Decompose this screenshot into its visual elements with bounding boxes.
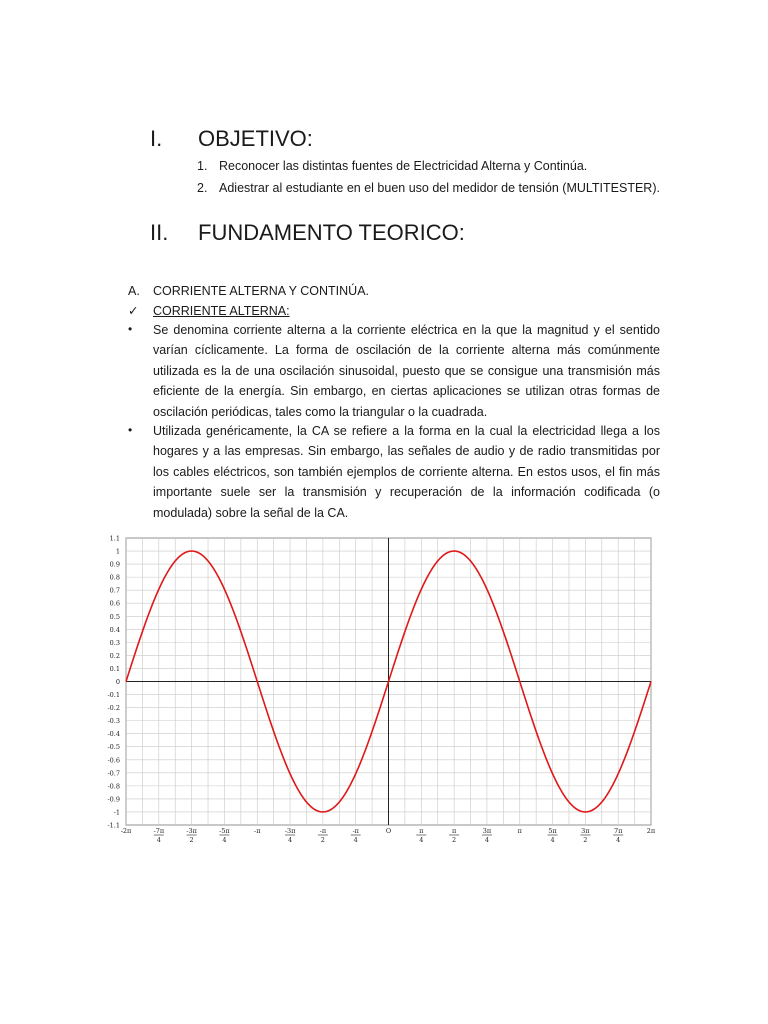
section-numeral: II. xyxy=(150,220,169,245)
x-tick-label: 3π xyxy=(581,827,590,835)
y-tick-label: -0.9 xyxy=(107,795,120,804)
y-tick-label: 1.1 xyxy=(109,534,120,543)
x-tick-denominator: 4 xyxy=(156,836,161,844)
y-tick-label: 0.5 xyxy=(109,612,120,621)
x-tick-denominator: 4 xyxy=(419,836,424,844)
subsection-title: CORRIENTE ALTERNA Y CONTINÚA. xyxy=(153,284,370,298)
x-tick-denominator: 2 xyxy=(320,836,325,844)
x-tick-denominator: 4 xyxy=(550,836,555,844)
list-text: Adiestrar al estudiante en el buen uso del medidor de tensión (MULTITESTER). xyxy=(219,181,660,195)
section-numeral: I. xyxy=(150,126,163,151)
x-tick-label: π xyxy=(451,827,457,835)
x-tick-label: 5π xyxy=(548,827,557,835)
x-tick-label: -7π xyxy=(153,827,165,835)
section-heading-objetivo xyxy=(150,126,313,152)
y-tick-label: 1 xyxy=(115,547,120,556)
x-tick-denominator: 2 xyxy=(452,836,457,844)
y-tick-label: -1.1 xyxy=(107,821,120,830)
x-tick-label: -5π xyxy=(219,827,230,835)
x-tick-denominator: 4 xyxy=(484,836,490,844)
x-tick-label: -π xyxy=(254,827,261,835)
x-tick-label: 7π xyxy=(613,827,623,835)
y-tick-label: -0.3 xyxy=(107,717,120,726)
x-tick-label: -π xyxy=(319,827,327,835)
sine-wave-chart xyxy=(0,530,768,850)
y-tick-label: 0.6 xyxy=(109,599,120,608)
x-tick-label: 3π xyxy=(482,827,492,835)
x-tick-labels xyxy=(121,827,656,844)
list-number: 2. xyxy=(197,181,208,195)
x-tick-denominator: 2 xyxy=(583,836,588,844)
y-tick-label: 0.8 xyxy=(109,573,120,582)
x-tick-denominator: 4 xyxy=(353,836,358,844)
y-tick-label: 0 xyxy=(115,678,120,686)
y-tick-label: -0.5 xyxy=(107,743,120,752)
y-tick-label: 0.9 xyxy=(109,560,120,569)
x-tick-label: -3π xyxy=(284,827,296,835)
y-tick-label: 0.4 xyxy=(109,625,120,634)
y-tick-label: 0.2 xyxy=(109,651,120,660)
y-tick-label: -0.2 xyxy=(107,704,120,713)
checkmark-icon: ✓ xyxy=(128,304,139,318)
section-title: OBJETIVO: xyxy=(198,126,313,151)
x-tick-label: O xyxy=(385,827,392,835)
subsection-marker: A. xyxy=(128,284,140,298)
x-tick-label: π xyxy=(517,827,522,835)
y-tick-label: -0.1 xyxy=(107,691,120,700)
x-tick-label: -3π xyxy=(186,827,197,835)
x-tick-label: -2π xyxy=(120,827,132,835)
y-tick-label: -1 xyxy=(113,808,120,817)
paragraph: Utilizada genéricamente, la CA se refiere a la forma en la cual la electricidad llega a los hogares y a las empresas. Sin embargo, las señales de audio y de radio transmitidas por los cables eléctricos, son también ejemplos de corriente alterna. En estos usos, el fin más importante suele ser la transmisión y recuperación de la información codificada (o modulada) sobre la señal de la CA. xyxy=(153,424,660,520)
y-tick-label: -0.6 xyxy=(107,756,120,765)
bullet-icon: • xyxy=(128,322,133,336)
check-heading-text: CORRIENTE ALTERNA: xyxy=(153,304,290,318)
subsection-heading xyxy=(128,281,660,301)
x-tick-denominator: 4 xyxy=(222,836,227,844)
list-item xyxy=(197,177,660,199)
y-tick-label: -0.7 xyxy=(107,769,120,778)
x-tick-label: 2π xyxy=(646,827,656,835)
subsection-block xyxy=(128,281,660,321)
x-tick-label: π xyxy=(419,827,424,835)
y-tick-label: 0.1 xyxy=(109,664,120,673)
y-tick-label: 0.7 xyxy=(109,586,120,595)
list-item xyxy=(197,155,660,177)
y-tick-labels xyxy=(107,535,120,830)
section-heading-fundamento xyxy=(150,220,465,246)
x-tick-denominator: 4 xyxy=(616,836,621,844)
section-title: FUNDAMENTO TEORICO: xyxy=(198,220,465,245)
objectives-list xyxy=(197,155,660,199)
y-tick-label: -0.8 xyxy=(107,782,120,791)
bullet-icon: • xyxy=(128,423,133,437)
list-number: 1. xyxy=(197,159,208,173)
x-tick-denominator: 2 xyxy=(189,836,194,844)
y-tick-label: 0.3 xyxy=(109,638,120,647)
y-tick-label: -0.4 xyxy=(107,730,120,739)
check-heading xyxy=(128,301,660,321)
x-tick-denominator: 4 xyxy=(287,836,293,844)
list-text: Reconocer las distintas fuentes de Electricidad Alterna y Continúa. xyxy=(219,159,588,173)
x-tick-label: -π xyxy=(352,827,359,835)
paragraph: Se denomina corriente alterna a la corriente eléctrica en la que la magnitud y el sentido varían cíclicamente. La forma de oscilación de la corriente alterna más comúnmente utilizada es la de una oscilación sinusoidal, puesto que se consigue una transmisión más eficiente de la energía. Sin embargo, en ciertas aplicaciones se utilizan otras formas de oscilación periódicas, tales como la triangular o la cuadrada. xyxy=(153,323,660,419)
